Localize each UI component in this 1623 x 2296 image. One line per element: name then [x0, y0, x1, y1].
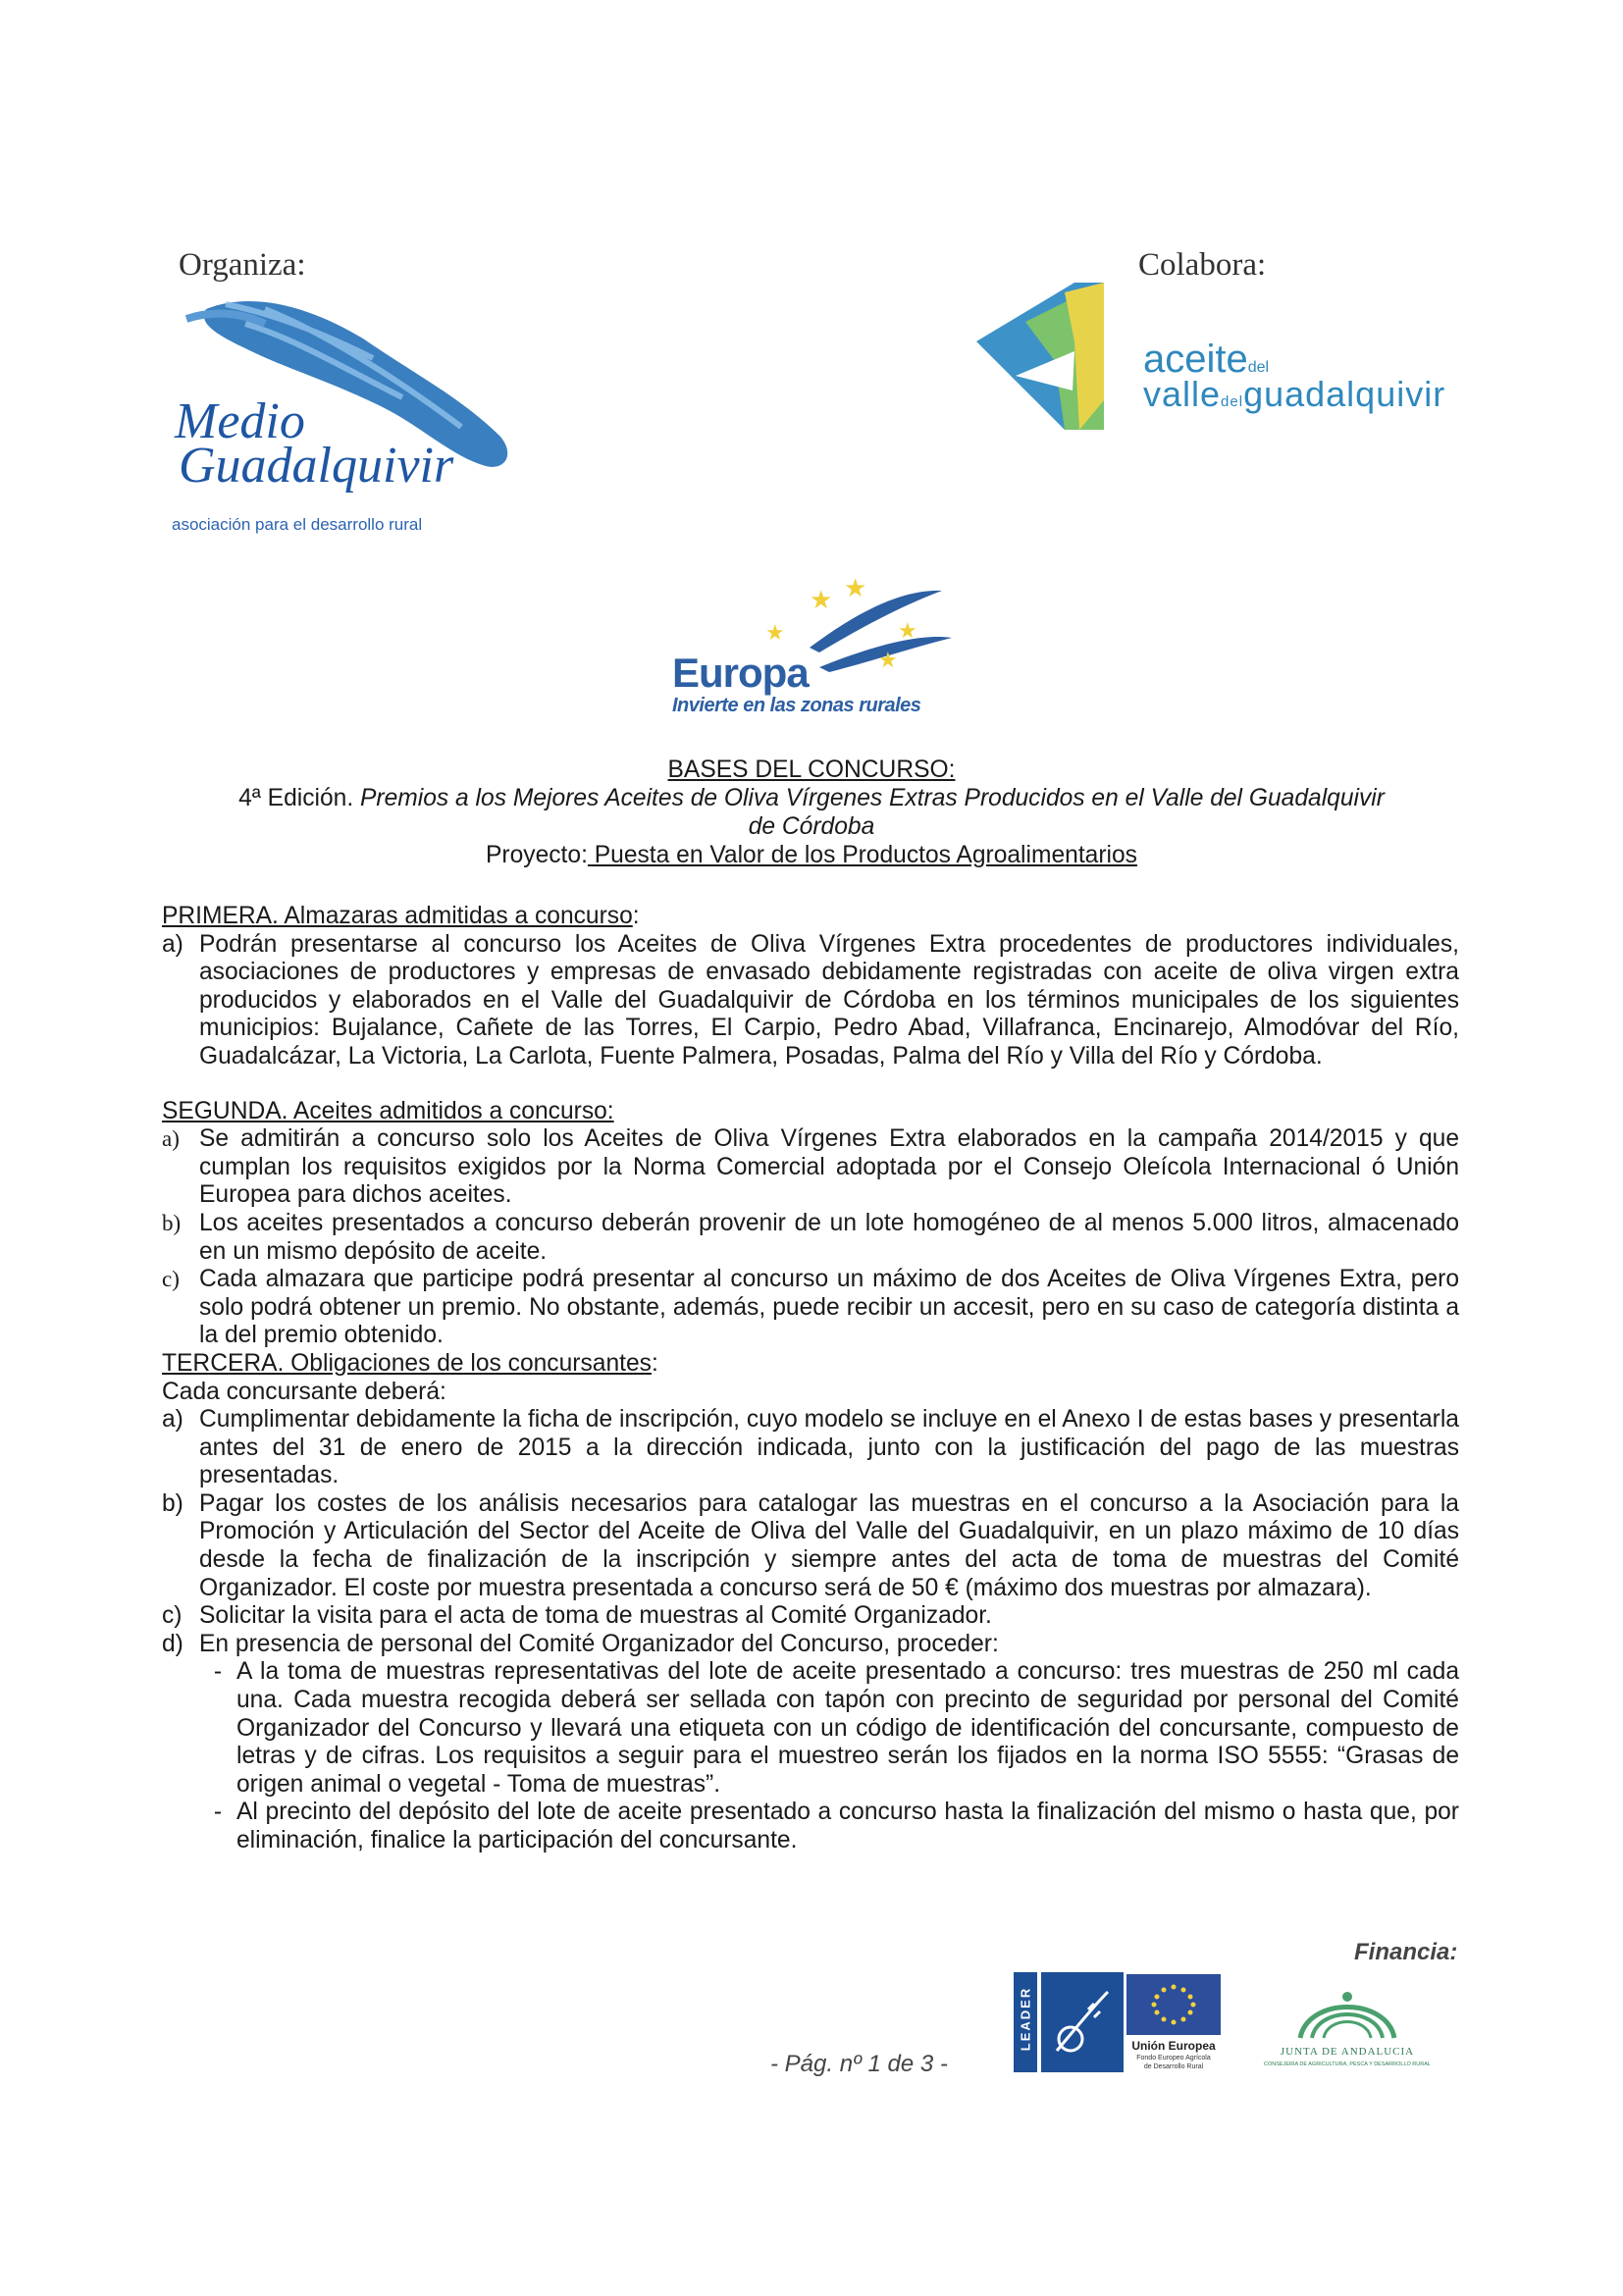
item-label: b)	[162, 1210, 182, 1235]
dash-label: -	[213, 1799, 223, 1826]
europa-invierte-logo	[672, 579, 967, 721]
item-text: Al precinto del depósito del lote de aceite presentado a concurso hasta la finalización del mismo o hasta que, por eliminación, finalice la participación del concursante.	[236, 1799, 1459, 1853]
junta-name: JUNTA DE ANDALUCIA	[1280, 2046, 1415, 2058]
title-block	[147, 756, 1476, 869]
eu-sub1: Fondo Europeo Agrícola	[1136, 2055, 1211, 2061]
tercera-intro: Cada concursante deberá:	[162, 1378, 446, 1405]
dash-label: -	[213, 1658, 223, 1686]
item-label: c)	[162, 1267, 180, 1292]
edition-title-2: de Córdoba	[748, 813, 875, 840]
project-label: Proyecto:	[486, 842, 588, 868]
item-text: Cada almazara que participe podrá presentar al concurso un máximo de dos Aceites de Oliva Vírgenes Extra, pero solo podrá obtener un premio. No obstante, además, puede recibir un accesit, pero en su caso de categoría distinta a la del premio obtenido.	[199, 1266, 1459, 1349]
primera-colon: :	[632, 903, 640, 929]
tercera-heading	[162, 1350, 1459, 1379]
page-number: - Pág. nº 1 de 3 -	[770, 2051, 948, 2077]
primera-heading-text: PRIMERA. Almazaras admitidas a concurso	[162, 903, 633, 929]
item-text: Solicitar la visita para el acta de toma de muestras al Comité Organizador.	[199, 1602, 992, 1630]
document-body	[162, 903, 1459, 1855]
bases-heading: BASES DEL CONCURSO:	[667, 757, 956, 783]
aceite-word: aceite	[1143, 338, 1248, 381]
leader-emblem-icon	[1049, 1986, 1116, 2059]
segunda-heading	[162, 1098, 1459, 1126]
item-label: d)	[162, 1630, 183, 1657]
segunda-heading-text: SEGUNDA. Aceites admitidos a concurso:	[162, 1097, 614, 1124]
valle-word: valle	[1143, 374, 1222, 414]
project-name: Puesta en Valor de los Productos Agroalimentarios	[587, 842, 1137, 868]
eu-name: Unión Europea	[1131, 2039, 1216, 2053]
item-label: a)	[162, 1406, 183, 1434]
item-text: Podrán presentarse al concurso los Aceites de Oliva Vírgenes Extra procedentes de productores individuales, asociaciones de productores y empresas de envasado debidamente registradas con aceite de oliva virgen extra producidos y elaborados en el Valle del Guadalquivir de Córdoba en los términos municipales de los siguientes municipios: Bujalance, Cañete de las Torres, El Carpio, Pedro Abad, Villafranca, Encinarejo, Almodóvar del Río, Guadalcázar, La Victoria, La Carlota, Fuente Palmera, Posadas, Palma del Río y Villa del Río y Córdoba.	[199, 930, 1459, 1070]
sub-list-item	[162, 1658, 1459, 1799]
edition-line	[147, 784, 1476, 812]
tercera-colon: :	[651, 1349, 658, 1377]
junta-logo	[1244, 1977, 1450, 2075]
financia-label: Financia:	[1354, 1939, 1458, 1965]
svg-text:★: ★	[878, 649, 898, 673]
item-label: a)	[162, 930, 183, 958]
list-item	[162, 1602, 1459, 1631]
aceite-del2: del	[1221, 393, 1244, 410]
eu-sub2: de Desarrollo Rural	[1143, 2063, 1204, 2070]
junta-arch-icon	[1288, 1977, 1406, 2046]
medio-line2: Guadalquivir	[179, 438, 454, 494]
item-text: Se admitirán a concurso solo los Aceites de Oliva Vírgenes Extra elaborados en la campaña 2014/2015 y que cumplan los requisitos exigidos por la Norma Comercial adoptada por el Consejo Oleícola Internacional ó Unión Europea para dichos aceites.	[199, 1125, 1459, 1209]
item-text: A la toma de muestras representativas del lote de aceite presentado a concurso: tres muestras de 250 ml cada una. Cada muestra recogida deberá ser sellada con tapón con precinto de seguridad por personal del Comité Organizador del Concurso y llevará una etiqueta con un código de identificación del concursante, compuesto de letras y de cifras. Los requisitos a seguir para el muestreo serán los fijados en la norma ISO 5555: “Grasas de origen animal o vegetal - Toma de muestras”.	[236, 1658, 1459, 1798]
item-label: b)	[162, 1489, 183, 1517]
item-label: c)	[162, 1602, 183, 1630]
list-item	[162, 1266, 1459, 1350]
svg-text:★: ★	[898, 619, 917, 644]
tercera-heading-text: TERCERA. Obligaciones de los concursantes	[162, 1349, 652, 1377]
item-label: a)	[162, 1126, 180, 1152]
colabora-label: Colabora:	[1138, 247, 1267, 283]
junta-sub: CONSEJERÍA DE AGRICULTURA, PESCA Y DESARROLLO RURAL	[1264, 2061, 1431, 2067]
item-text: En presencia de personal del Comité Organizador del Concurso, proceder:	[199, 1630, 999, 1657]
organiza-label: Organiza:	[179, 247, 306, 283]
svg-text:★: ★	[844, 579, 867, 603]
leader-text: LEADER	[1018, 1986, 1033, 2052]
guadalquivir-word: guadalquivir	[1243, 374, 1446, 414]
medio-guadalquivir-logo	[167, 280, 530, 535]
list-item	[162, 1210, 1459, 1266]
item-text: Cumplimentar debidamente la ficha de inscripción, cuyo modelo se incluye en el Anexo I de estas bases y presentarla antes del 31 de enero de 2015 a la dirección indicada, junto con la justificación del pago de las muestras presentadas.	[199, 1406, 1459, 1489]
project-line	[147, 841, 1476, 869]
list-item	[162, 1125, 1459, 1210]
list-item	[162, 1631, 1459, 1659]
svg-text:★: ★	[765, 621, 785, 646]
edition-prefix: 4ª Edición.	[238, 785, 354, 811]
item-text: Pagar los costes de los análisis necesarios para catalogar las muestras en el concurso a la Asociación para la Promoción y Articulación del Sector del Aceite de Oliva del Valle del Guadalquivir, en un plazo máximo de 10 días desde la fecha de finalización de la inscripción y siempre antes del acta de toma de muestras del Comité Organizador. El coste por muestra presentada a concurso será de 50 € (máximo dos muestras por almazara).	[199, 1489, 1459, 1601]
list-item	[162, 931, 1459, 1071]
svg-text:★: ★	[810, 586, 833, 615]
list-item	[162, 1406, 1459, 1490]
edition-title: Premios a los Mejores Aceites de Oliva Vírgenes Extras Producidos en el Valle del Guadalquivir	[360, 785, 1385, 811]
item-text: Los aceites presentados a concurso deberán provenir de un lote homogéneo de al menos 5.000 litros, almacenado en un mismo depósito de aceite.	[199, 1209, 1459, 1265]
medio-tagline: asociación para el desarrollo rural	[172, 515, 423, 534]
aceite-del1: del	[1247, 359, 1270, 376]
aceite-emblem-icon	[957, 283, 1133, 430]
leader-logo	[1014, 1972, 1124, 2072]
europa-word: Europa	[672, 650, 809, 696]
aceite-valle-logo	[957, 283, 1467, 430]
list-item	[162, 1490, 1459, 1602]
eu-stars-icon	[1126, 1974, 1221, 2035]
sub-list-item	[162, 1799, 1459, 1854]
primera-heading	[162, 903, 1459, 931]
europa-tagline: Invierte en las zonas rurales	[672, 695, 921, 716]
medio-line1: Medio	[175, 393, 305, 449]
eu-logo	[1126, 1974, 1225, 2082]
